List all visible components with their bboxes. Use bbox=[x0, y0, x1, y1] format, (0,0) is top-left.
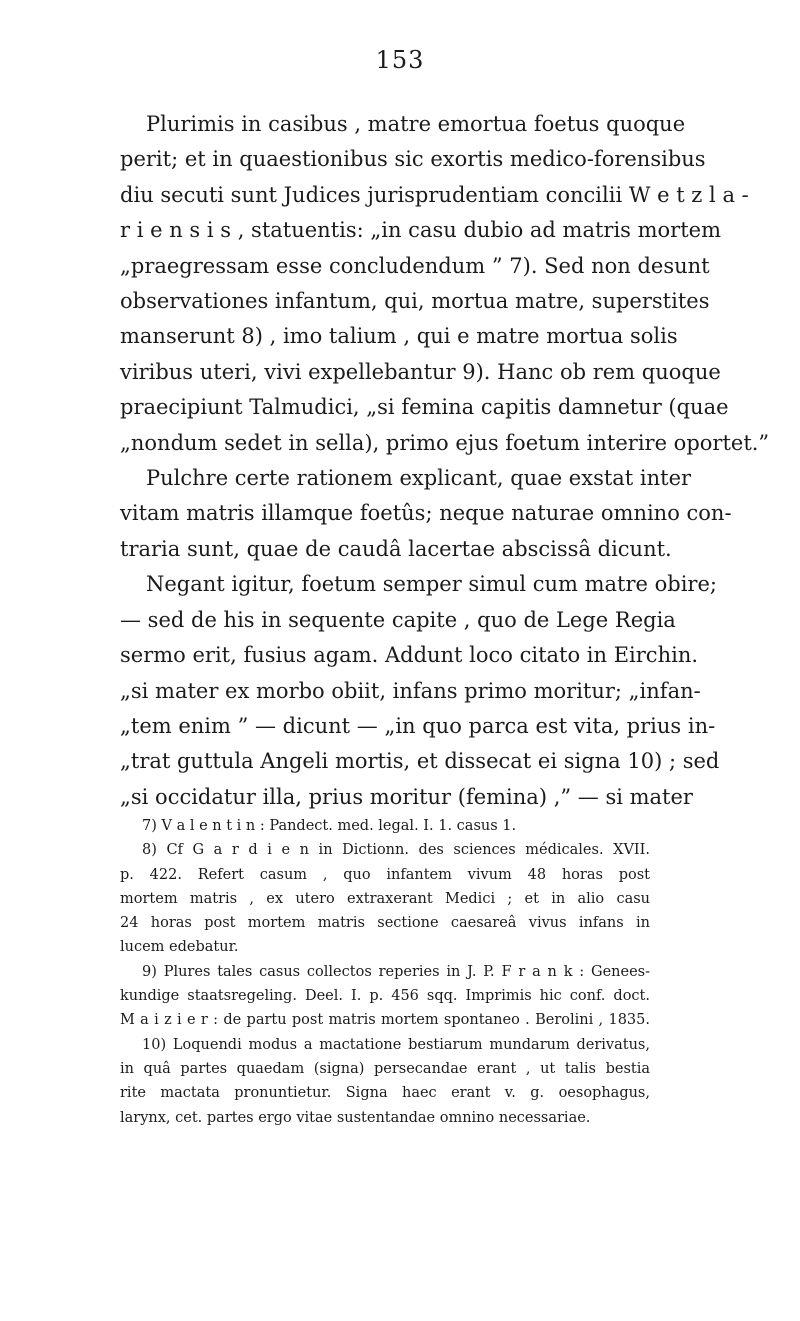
text-line: Plurimis in casibus , matre emortua foetus quoque bbox=[146, 112, 686, 136]
text-line: perit; et in quaestionibus sic exortis medico-forensibus bbox=[120, 147, 706, 172]
text-line: manserunt 8) , imo talium , qui e matre mortua solis bbox=[120, 324, 678, 349]
text-line: „si mater ex morbo obiit, infans primo moritur; „infan- bbox=[120, 678, 701, 703]
footnote-line: rite mactata pronuntietur. Signa haec erant v. g. oesophagus, bbox=[120, 1085, 650, 1102]
text-line: sermo erit, fusius agam. Addunt loco citato in Eirchin. bbox=[120, 643, 699, 668]
page-number: 153 bbox=[375, 46, 425, 74]
footnote-line: 8) Cf G a r d i e n in Dictionn. des sciences médicales. XVII. bbox=[142, 842, 650, 859]
text-line: „tem enim ” — dicunt — „in quo parca est vita, prius in- bbox=[120, 713, 716, 738]
text-line: diu secuti sunt Judices jurisprudentiam concilii W e t z l a - bbox=[120, 182, 749, 207]
text-line: Negant igitur, foetum semper simul cum matre obire; bbox=[146, 572, 717, 597]
text-line: — sed de his in sequente capite , quo de Lege Regia bbox=[120, 607, 676, 632]
text-line: observationes infantum, qui, mortua matre, superstites bbox=[120, 289, 710, 314]
footnote-line: kundige staatsregeling. Deel. I. p. 456 sqq. Imprimis hic conf. doct. bbox=[120, 988, 650, 1005]
text-line: „trat guttula Angeli mortis, et dissecat ei signa 10) ; sed bbox=[120, 749, 720, 774]
text-line: vitam matris illamque foetûs; neque naturae omnino con- bbox=[120, 501, 732, 526]
text-line: „praegressam esse concludendum ” 7). Sed non desunt bbox=[120, 253, 710, 278]
footnotes bbox=[120, 814, 650, 1130]
footnote-line: larynx, cet. partes ergo vitae sustentandae omnino necessariae. bbox=[120, 1109, 591, 1126]
text-line: traria sunt, quae de caudâ lacertae abscissâ dicunt. bbox=[120, 536, 672, 561]
footnote-line: 7) V a l e n t i n : Pandect. med. legal. I. 1. casus 1. bbox=[142, 818, 517, 834]
footnote-line: lucem edebatur. bbox=[120, 939, 239, 956]
text-line: Pulchre certe rationem explicant, quae exstat inter bbox=[146, 466, 692, 491]
main-text bbox=[120, 107, 770, 815]
footnote-line: 9) Plures tales casus collectos reperies in J. P. F r a n k : Genees- bbox=[142, 963, 650, 980]
footnote-line: M a i z i e r : de partu post matris mortem spontaneo . Berolini , 1835. bbox=[120, 1012, 650, 1029]
footnote-line: p. 422. Refert casum , quo infantem vivum 48 horas post bbox=[120, 866, 650, 883]
footnote-line: in quâ partes quaedam (signa) persecandae erant , ut talis bestia bbox=[120, 1060, 650, 1077]
footnote-line: 24 horas post mortem matris sectione caesareâ vivus infans in bbox=[120, 915, 650, 932]
footnote-line: 10) Loquendi modus a mactatione bestiarum mundarum derivatus, bbox=[142, 1036, 650, 1053]
text-line: praecipiunt Talmudici, „si femina capitis damnetur (quae bbox=[120, 395, 729, 420]
text-line: „nondum sedet in sella), primo ejus foetum interire oportet.” bbox=[120, 430, 770, 455]
footnote-line: mortem matris , ex utero extraxerant Medici ; et in alio casu bbox=[120, 890, 650, 907]
text-line: „si occidatur illa, prius moritur (femina) ,” — si mater bbox=[120, 784, 693, 809]
text-line: viribus uteri, vivi expellebantur 9). Hanc ob rem quoque bbox=[120, 359, 721, 384]
text-line: r i e n s i s , statuentis: „in casu dubio ad matris mortem bbox=[120, 218, 721, 243]
